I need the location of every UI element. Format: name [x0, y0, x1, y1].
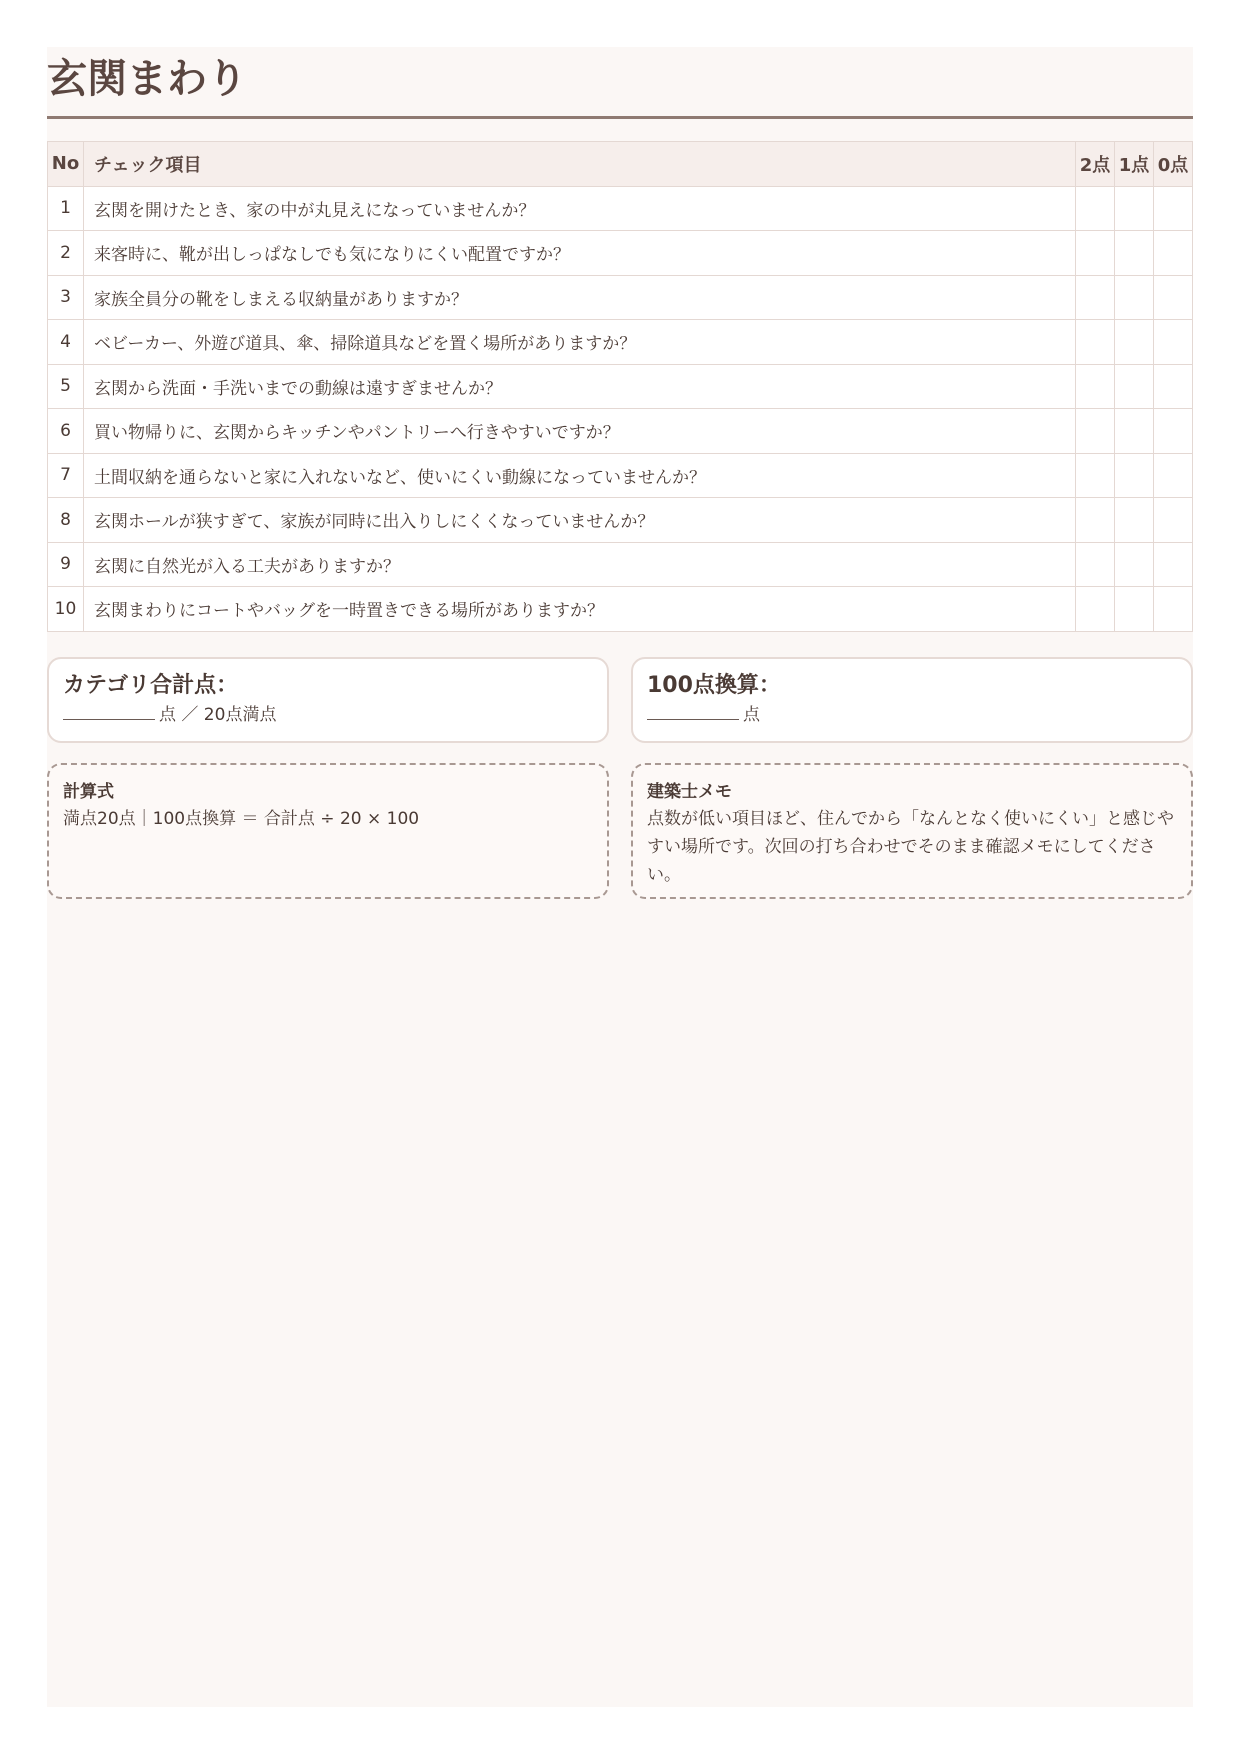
category-total-label: カテゴリ合計点： — [63, 673, 239, 698]
converted-score-unit: 点 — [743, 705, 760, 725]
checklist-table — [47, 141, 1193, 632]
row-check-item: 買い物帰りに、玄関からキッチンやパントリーへ行きやすいですか？ — [84, 409, 1076, 454]
score-cell-2[interactable] — [1076, 275, 1115, 320]
score-cell-1[interactable] — [1115, 498, 1154, 543]
score-cell-2[interactable] — [1076, 186, 1115, 231]
row-number: 2 — [48, 231, 84, 276]
score-cell-1[interactable] — [1115, 320, 1154, 365]
row-number: 8 — [48, 498, 84, 543]
row-check-item: 来客時に、靴が出しっぱなしでも気になりにくい配置ですか？ — [84, 231, 1076, 276]
category-total-unit: 点 ／ 20点満点 — [159, 705, 277, 725]
score-cell-1[interactable] — [1115, 231, 1154, 276]
score-cell-1[interactable] — [1115, 542, 1154, 587]
checklist-sheet — [47, 47, 1193, 1707]
score-cell-0[interactable] — [1154, 364, 1193, 409]
converted-score-label: 100点換算： — [647, 673, 781, 698]
row-number: 6 — [48, 409, 84, 454]
score-cell-2[interactable] — [1076, 587, 1115, 632]
formula-box — [47, 763, 609, 899]
score-cell-0[interactable] — [1154, 320, 1193, 365]
table-row — [48, 231, 1193, 276]
table-row — [48, 498, 1193, 543]
architect-memo-box — [631, 763, 1193, 899]
table-header-row — [48, 142, 1193, 187]
table-row — [48, 542, 1193, 587]
row-check-item: 玄関に自然光が入る工夫がありますか？ — [84, 542, 1076, 587]
score-cell-1[interactable] — [1115, 409, 1154, 454]
converted-score-line — [647, 701, 1177, 729]
architect-memo-text: 点数が低い項目ほど、住んでから「なんとなく使いにくい」と感じやすい場所です。次回の打ち合わせでそのまま確認メモにしてください。 — [647, 809, 1174, 885]
score-cell-1[interactable] — [1115, 186, 1154, 231]
score-cell-2[interactable] — [1076, 453, 1115, 498]
score-cell-0[interactable] — [1154, 231, 1193, 276]
table-row — [48, 587, 1193, 632]
formula-label: 計算式 — [63, 782, 114, 802]
architect-memo-label: 建築士メモ — [647, 782, 732, 802]
row-check-item: 玄関を開けたとき、家の中が丸見えになっていませんか？ — [84, 186, 1076, 231]
score-cell-1[interactable] — [1115, 453, 1154, 498]
table-row — [48, 453, 1193, 498]
row-check-item: ベビーカー、外遊び道具、傘、掃除道具などを置く場所がありますか？ — [84, 320, 1076, 365]
row-check-item: 玄関から洗面・手洗いまでの動線は遠すぎませんか？ — [84, 364, 1076, 409]
header-score-1: 1点 — [1115, 142, 1154, 187]
row-number: 7 — [48, 453, 84, 498]
row-check-item: 玄関まわりにコートやバッグを一時置きできる場所がありますか？ — [84, 587, 1076, 632]
header-check-item: チェック項目 — [84, 142, 1076, 187]
row-check-item: 家族全員分の靴をしまえる収納量がありますか？ — [84, 275, 1076, 320]
row-number: 4 — [48, 320, 84, 365]
score-cell-2[interactable] — [1076, 364, 1115, 409]
score-cell-1[interactable] — [1115, 275, 1154, 320]
score-cell-0[interactable] — [1154, 275, 1193, 320]
formula-text: 満点20点｜100点換算 ＝ 合計点 ÷ 20 × 100 — [63, 809, 420, 829]
score-cell-2[interactable] — [1076, 498, 1115, 543]
category-total-blank[interactable] — [63, 703, 155, 720]
row-number: 5 — [48, 364, 84, 409]
score-cell-1[interactable] — [1115, 364, 1154, 409]
table-row — [48, 275, 1193, 320]
table-row — [48, 364, 1193, 409]
table-row — [48, 320, 1193, 365]
score-cell-0[interactable] — [1154, 542, 1193, 587]
score-cell-0[interactable] — [1154, 186, 1193, 231]
score-cell-2[interactable] — [1076, 320, 1115, 365]
row-check-item: 玄関ホールが狭すぎて、家族が同時に出入りしにくくなっていませんか？ — [84, 498, 1076, 543]
score-cell-0[interactable] — [1154, 409, 1193, 454]
page-title: 玄関まわり — [47, 47, 1193, 119]
row-number: 10 — [48, 587, 84, 632]
score-cell-0[interactable] — [1154, 587, 1193, 632]
row-number: 1 — [48, 186, 84, 231]
row-check-item: 土間収納を通らないと家に入れないなど、使いにくい動線になっていませんか？ — [84, 453, 1076, 498]
score-cell-2[interactable] — [1076, 542, 1115, 587]
category-total-box — [47, 657, 609, 743]
header-score-2: 2点 — [1076, 142, 1115, 187]
score-cell-0[interactable] — [1154, 498, 1193, 543]
converted-score-box — [631, 657, 1193, 743]
score-cell-2[interactable] — [1076, 409, 1115, 454]
score-cell-2[interactable] — [1076, 231, 1115, 276]
converted-score-blank[interactable] — [647, 703, 739, 720]
table-row — [48, 409, 1193, 454]
header-no: No — [48, 142, 84, 187]
table-row — [48, 186, 1193, 231]
row-number: 9 — [48, 542, 84, 587]
row-number: 3 — [48, 275, 84, 320]
category-total-line — [63, 701, 593, 729]
header-score-0: 0点 — [1154, 142, 1193, 187]
score-cell-0[interactable] — [1154, 453, 1193, 498]
score-cell-1[interactable] — [1115, 587, 1154, 632]
